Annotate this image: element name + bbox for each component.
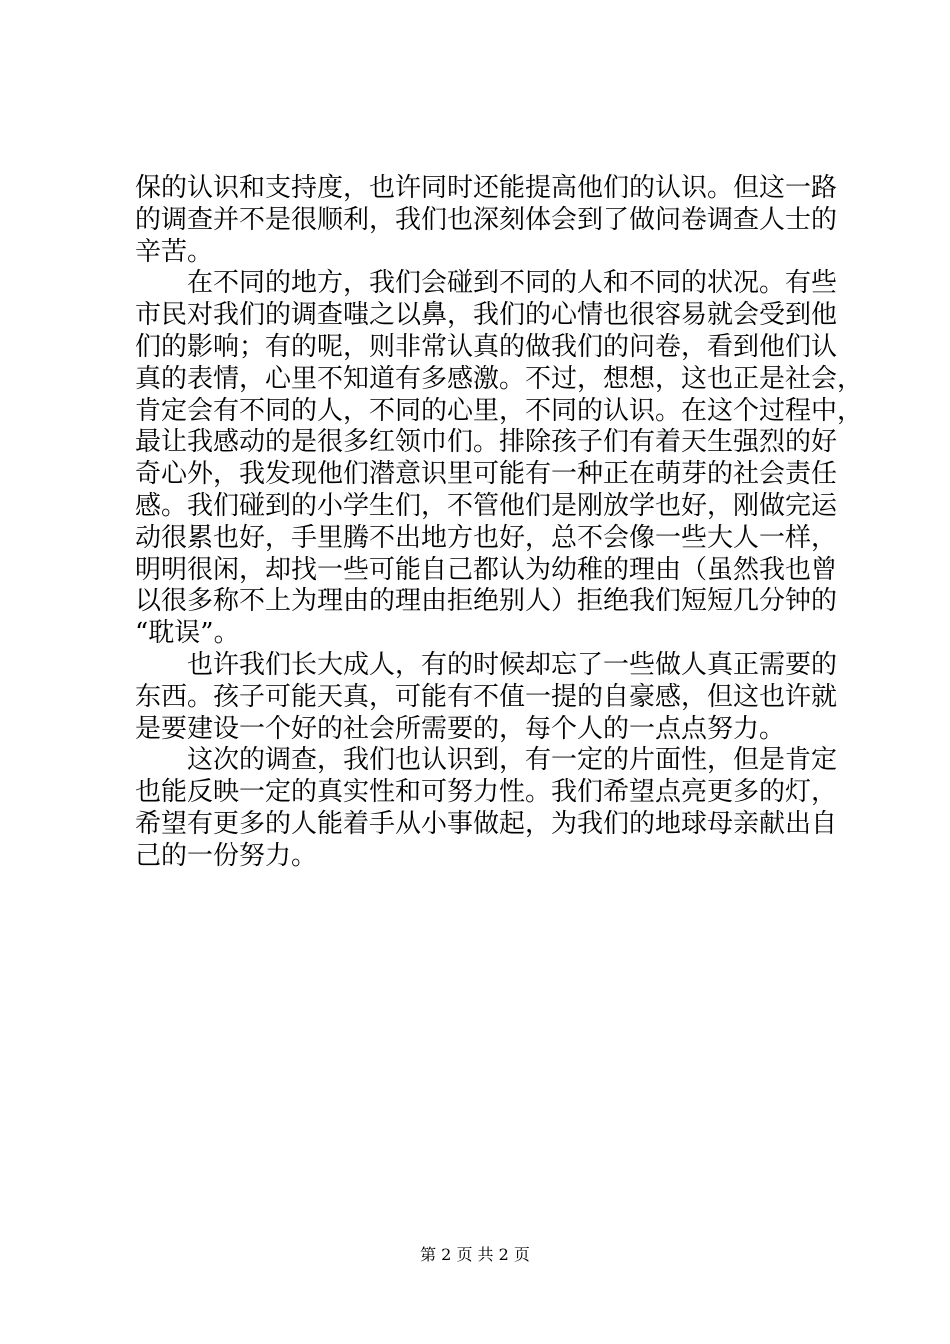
paragraph-line: 辛苦。 — [135, 236, 214, 267]
paragraph-line: 们的影响；有的呢，则非常认真的做我们的问卷，看到他们认 — [135, 331, 838, 362]
paragraph-line: 在不同的地方，我们会碰到不同的人和不同的状况。有些 — [187, 268, 838, 299]
paragraph-line: 也许我们长大成人，有的时候却忘了一些做人真正需要的 — [187, 649, 838, 680]
paragraph-line: 明明很闲，却找一些可能自己都认为幼稚的理由（虽然我也曾 — [135, 554, 838, 585]
paragraph-line: 最让我感动的是很多红领巾们。排除孩子们有着天生强烈的好 — [135, 427, 838, 458]
paragraph-line: 也能反映一定的真实性和可努力性。我们希望点亮更多的灯， — [135, 777, 838, 808]
page-footer: 第 2 页 共 2 页 — [420, 1245, 530, 1264]
paragraph-line: 奇心外，我发现他们潜意识里可能有一种正在萌芽的社会责任 — [135, 459, 838, 490]
paragraph-line: 希望有更多的人能着手从小事做起，为我们的地球母亲献出自 — [135, 808, 838, 839]
paragraph-line: 感。我们碰到的小学生们，不管他们是刚放学也好，刚做完运 — [135, 490, 838, 521]
paragraph-line: 保的认识和支持度，也许同时还能提高他们的认识。但这一路 — [135, 173, 838, 203]
document-body — [135, 173, 864, 873]
paragraph-line: “耽误”。 — [135, 618, 240, 649]
paragraph-line: 动很累也好，手里腾不出地方也好，总不会像一些大人一样， — [135, 522, 838, 553]
paragraph-line: 市民对我们的调查嗤之以鼻，我们的心情也很容易就会受到他 — [135, 300, 838, 331]
paragraph-line: 肯定会有不同的人，不同的心里，不同的认识。在这个过程中， — [135, 395, 864, 426]
paragraph-line: 这次的调查，我们也认识到，有一定的片面性，但是肯定 — [187, 745, 838, 776]
paragraph-line: 的调查并不是很顺利，我们也深刻体会到了做问卷调查人士的 — [135, 204, 838, 235]
paragraph-line: 东西。孩子可能天真，可能有不值一提的自豪感，但这也许就 — [135, 681, 838, 712]
paragraph-line: 真的表情，心里不知道有多感激。不过，想想，这也正是社会， — [135, 363, 864, 394]
paragraph-line: 以很多称不上为理由的理由拒绝别人）拒绝我们短短几分钟的 — [135, 586, 838, 617]
paragraph-line: 是要建设一个好的社会所需要的，每个人的一点点努力。 — [135, 713, 786, 744]
paragraph-line: 己的一份努力。 — [135, 840, 318, 871]
